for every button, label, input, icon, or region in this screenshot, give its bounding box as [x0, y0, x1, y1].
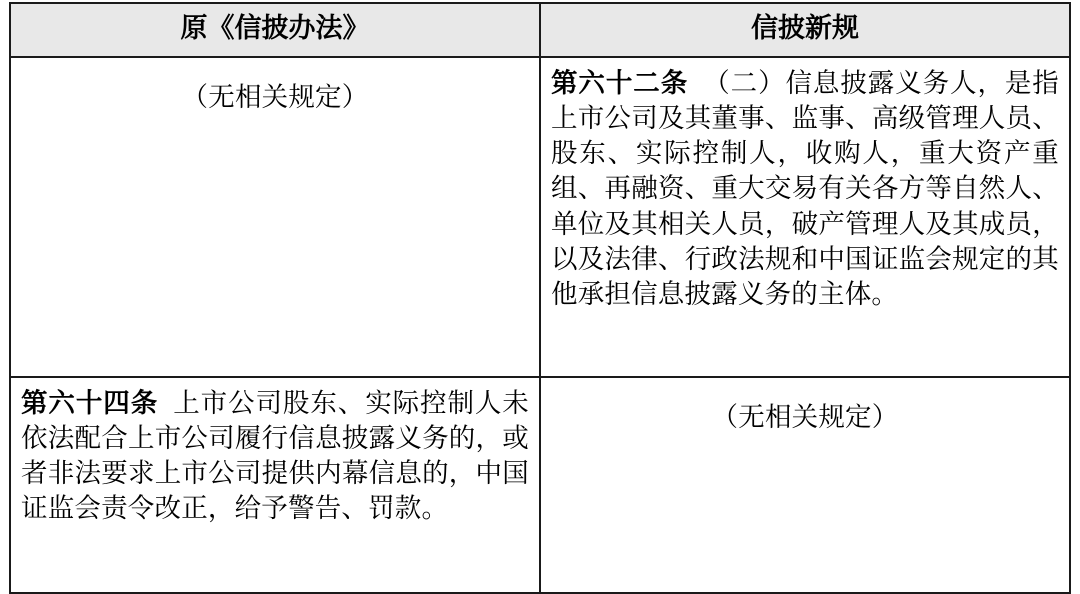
cell-original-rule-2 [10, 377, 540, 593]
column-header-original-rules: 原《信披办法》 [10, 3, 540, 57]
cell-new-rule-1 [540, 57, 1070, 377]
cell-body-text: （二）信息披露义务人，是指上市公司及其董事、监事、高级管理人员、股东、实际控制人，收购人，重大资产重组、再融资、重大交易有关各方等自然人、单位及其相关人员，破产管理人及其成员，以及法律、行政法规和中国证监会规定的其他承担信息披露义务的主体。 [551, 67, 1060, 310]
cell-new-rule-2 [540, 377, 1070, 593]
article-number-label: 第六十四条 [21, 387, 159, 418]
table-row [10, 377, 1070, 593]
cell-body-text: （无相关规定） [181, 81, 369, 112]
cell-original-rule-1 [10, 57, 540, 377]
cell-body-block [551, 66, 1059, 313]
comparison-table [9, 2, 1071, 594]
cell-body-block [21, 386, 529, 527]
column-header-new-rules: 信披新规 [540, 3, 1070, 57]
cell-body-text: （无相关规定） [711, 401, 899, 432]
cell-body-text: 上市公司股东、实际控制人未依法配合上市公司履行信息披露义务的，或者非法要求上市公司提供内幕信息的，中国证监会责令改正，给予警告、罚款。 [21, 387, 530, 524]
article-number-label: 第六十二条 [551, 67, 689, 98]
table-row [10, 57, 1070, 377]
table-header-row [10, 3, 1070, 57]
